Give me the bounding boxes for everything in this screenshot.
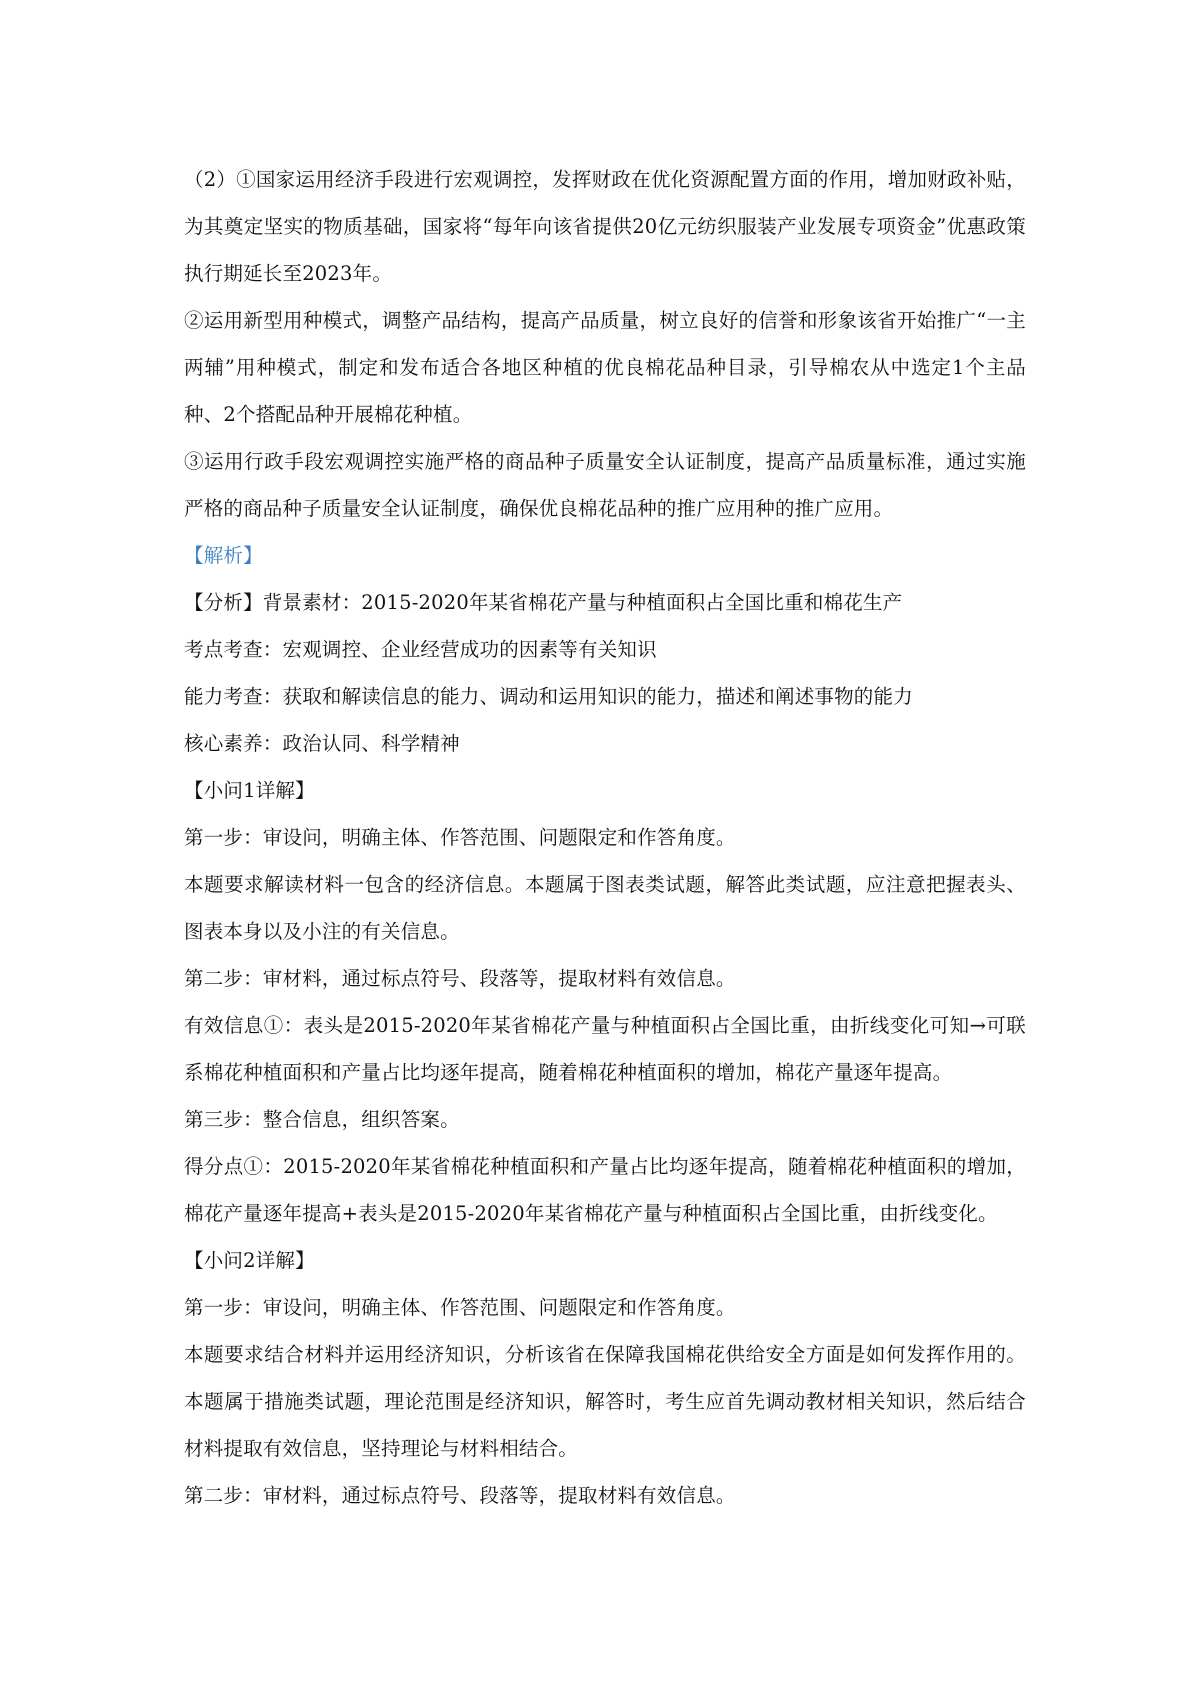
q2-step1: 第一步：审设问，明确主体、作答范围、问题限定和作答角度。 [184,1296,736,1319]
q2-step2: 第二步：审材料，通过标点符号、段落等，提取材料有效信息。 [184,1484,736,1507]
q2-heading: 【小问2详解】 [184,1249,315,1272]
analysis-heading: 【解析】 [184,544,263,567]
analysis-ability: 能力考查：获取和解读信息的能力、调动和运用知识的能力，描述和阐述事物的能力 [184,685,913,708]
analysis-core-literacy: 核心素养：政治认同、科学精神 [184,732,460,755]
answer2-paragraph-3: ③运用行政手段宏观调控实施严格的商品种子质量安全认证制度，提高产品质量标准，通过实施严格的商品种子质量安全认证制度，确保优良棉花品种的推广应用种的推广应用。 [184,450,1026,520]
q1-score-point-1: 得分点①：2015-2020年某省棉花种植面积和产量占比均逐年提高，随着棉花种植面积的增加，棉花产量逐年提高+表头是2015-2020年某省棉花产量与种植面积占全国比重，由折线变化。 [184,1155,1026,1225]
answer2-paragraph-2: ②运用新型用种模式，调整产品结构，提高产品质量，树立良好的信誉和形象该省开始推广“一主两辅”用种模式，制定和发布适合各地区种植的优良棉花品种目录，引导棉农从中选定1个主品种、2个搭配品种开展棉花种植。 [184,309,1026,426]
q1-step1: 第一步：审设问，明确主体、作答范围、问题限定和作答角度。 [184,826,736,849]
q1-heading: 【小问1详解】 [184,779,315,802]
q1-step2: 第二步：审材料，通过标点符号、段落等，提取材料有效信息。 [184,967,736,990]
document-body [184,156,1026,1519]
analysis-background: 【分析】背景素材：2015-2020年某省棉花产量与种植面积占全国比重和棉花生产 [184,591,903,614]
q1-step3: 第三步：整合信息，组织答案。 [184,1108,460,1131]
q1-effective-info-1: 有效信息①：表头是2015-2020年某省棉花产量与种植面积占全国比重，由折线变化可知→可联系棉花种植面积和产量占比均逐年提高，随着棉花种植面积的增加，棉花产量逐年提高。 [184,1014,1026,1084]
analysis-knowledge-points: 考点考查：宏观调控、企业经营成功的因素等有关知识 [184,638,657,661]
q2-requirement: 本题要求结合材料并运用经济知识，分析该省在保障我国棉花供给安全方面是如何发挥作用的。本题属于措施类试题，理论范围是经济知识，解答时，考生应首先调动教材相关知识，然后结合材料提取有效信息，坚持理论与材料相结合。 [184,1343,1026,1460]
q1-requirement: 本题要求解读材料一包含的经济信息。本题属于图表类试题，解答此类试题，应注意把握表头、图表本身以及小注的有关信息。 [184,873,1026,943]
answer2-paragraph-1: （2）①国家运用经济手段进行宏观调控，发挥财政在优化资源配置方面的作用，增加财政补贴，为其奠定坚实的物质基础，国家将“每年向该省提供20亿元纺织服装产业发展专项资金”优惠政策执行期延长至2023年。 [184,168,1026,285]
